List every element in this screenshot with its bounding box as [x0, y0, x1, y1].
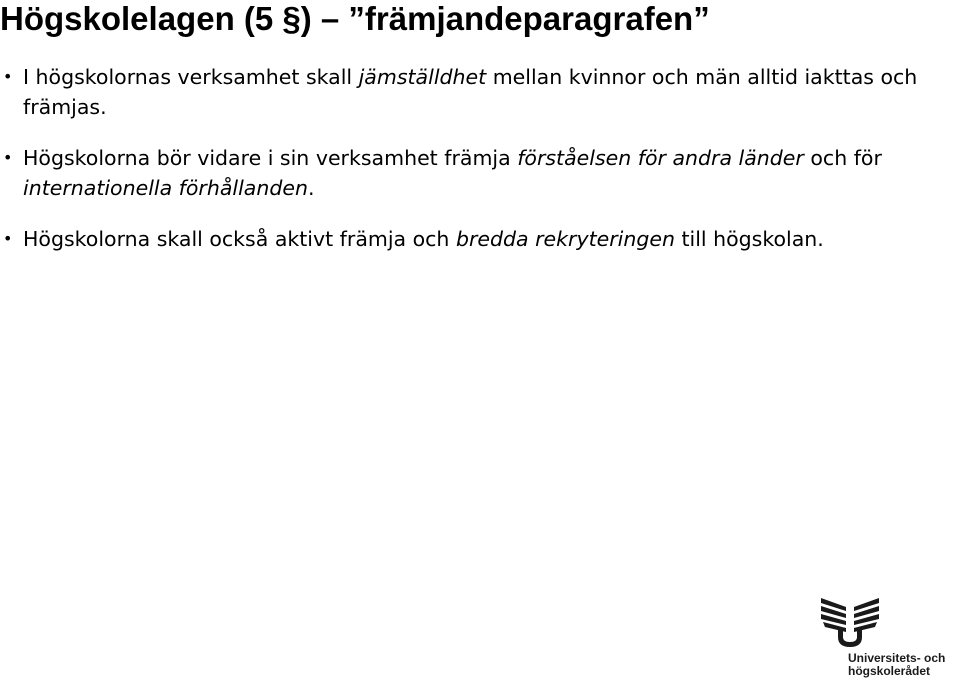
text-segment: Högskolorna bör vidare i sin verksamhet främja — [23, 146, 518, 170]
emphasis-text: förståelsen för andra länder — [517, 146, 804, 170]
text-segment: till högskolan. — [674, 227, 824, 251]
bullet-text — [23, 146, 882, 200]
bullet-dot-icon: • — [3, 148, 13, 167]
bullet-item — [0, 224, 930, 254]
logo-text-line1: Universitets- och — [848, 651, 946, 665]
bullet-dot-icon: • — [3, 67, 13, 86]
bullet-text — [23, 65, 917, 119]
emphasis-text: jämställdhet — [358, 65, 487, 89]
emphasis-text: bredda rekryteringen — [455, 227, 675, 251]
uhr-logo — [815, 596, 959, 682]
text-segment: I högskolornas verksamhet skall — [23, 65, 359, 89]
bullet-text — [23, 227, 824, 251]
text-segment: Högskolorna skall också aktivt främja och — [23, 227, 456, 251]
text-segment: mellan kvinnor och män alltid iakttas och främjas. — [23, 65, 918, 119]
bullet-item — [0, 62, 930, 122]
bullet-dot-icon: • — [3, 229, 13, 248]
emphasis-text: internationella förhållanden — [23, 176, 308, 200]
logo-text — [848, 652, 945, 678]
uhr-book-logo-icon — [821, 596, 879, 650]
bullet-list — [0, 62, 930, 254]
slide-title: Högskolelagen (5 §) – ”främjandeparagrafen” — [0, 0, 710, 37]
logo-text-line2: högskolerådet — [848, 664, 931, 678]
text-segment: . — [307, 176, 315, 200]
bullet-item — [0, 143, 930, 203]
text-segment: och för — [803, 146, 882, 170]
